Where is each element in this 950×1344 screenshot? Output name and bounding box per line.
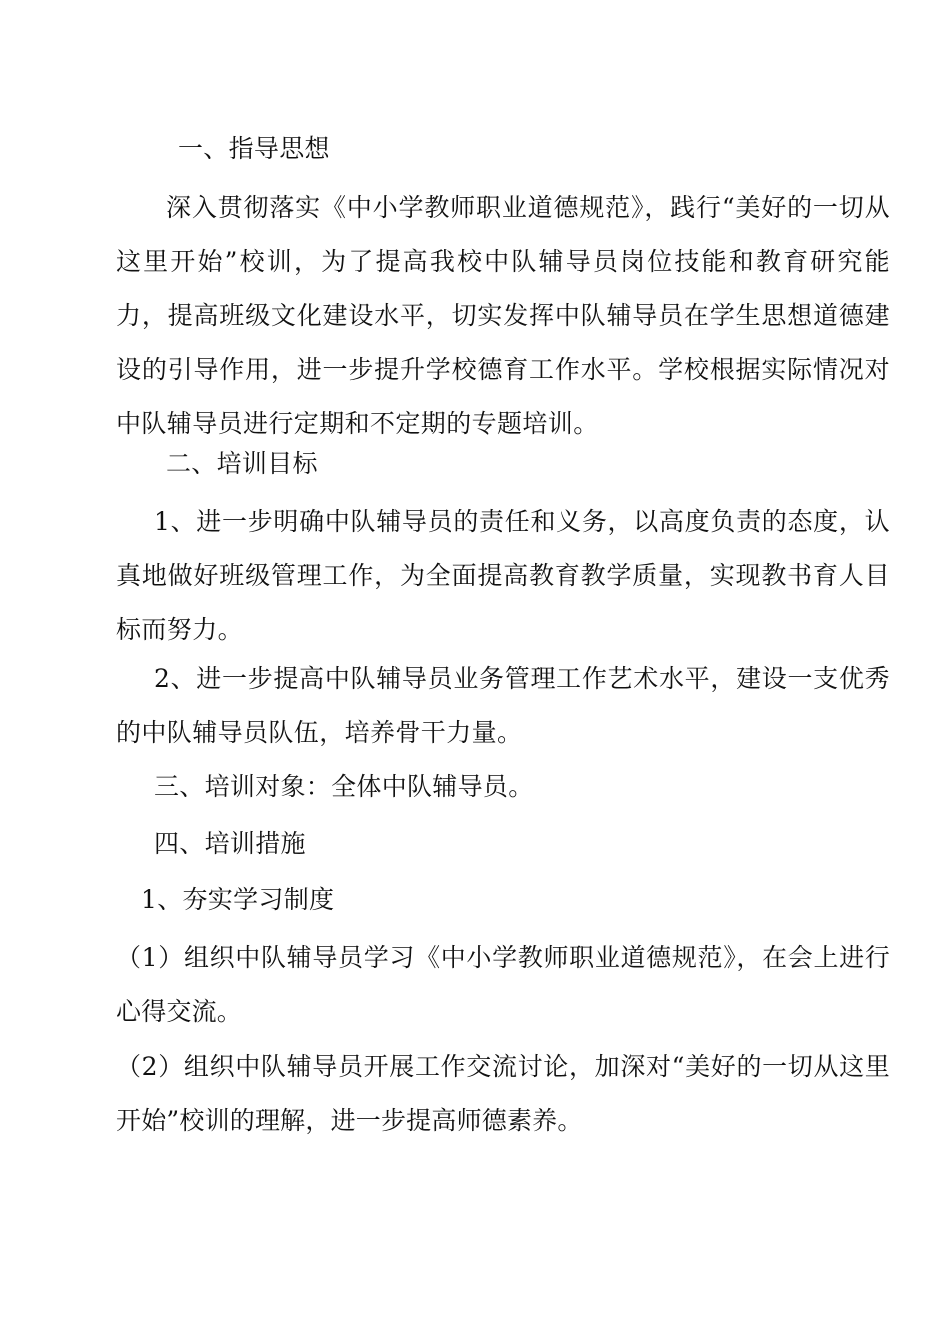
section-heading-guiding-ideology: 一、指导思想 — [178, 134, 330, 163]
paragraph-guiding-ideology: 深入贯彻落实《中小学教师职业道德规范》，践行“美好的一切从这里开始”校训，为了提高我校中队辅导员岗位技能和教育研究能力，提高班级文化建设水平，切实发挥中队辅导员在学生思想道德建设的引导作用，进一步提升学校德育工作水平。学校根据实际情况对中队辅导员进行定期和不定期的专题培训。 — [116, 193, 890, 438]
paragraph-measure-1-item-1: （1）组织中队辅导员学习《中小学教师职业道德规范》，在会上进行心得交流。 — [116, 943, 890, 1026]
section-heading-training-target: 三、培训对象：全体中队辅导员。 — [154, 772, 534, 801]
paragraph-measure-1-item-2: （2）组织中队辅导员开展工作交流讨论，加深对“美好的一切从这里开始”校训的理解，进一步提高师德素养。 — [116, 1052, 890, 1135]
section-heading-training-measures: 四、培训措施 — [154, 829, 306, 858]
paragraph-goal-2: 2、进一步提高中队辅导员业务管理工作艺术水平，建设一支优秀的中队辅导员队伍，培养骨干力量。 — [116, 664, 890, 747]
paragraph-goal-1: 1、进一步明确中队辅导员的责任和义务，以高度负责的态度，认真地做好班级管理工作，为全面提高教育教学质量，实现教书育人目标而努力。 — [116, 507, 890, 644]
section-heading-training-goals: 二、培训目标 — [166, 449, 318, 478]
subheading-measure-1: 1、夯实学习制度 — [141, 885, 335, 914]
